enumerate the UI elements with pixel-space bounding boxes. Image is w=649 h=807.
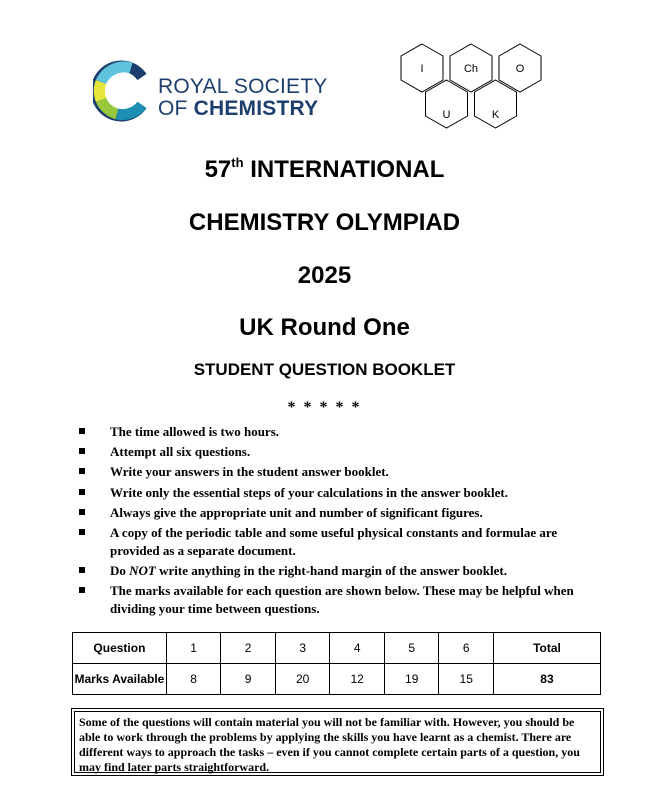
bullet-square-icon bbox=[79, 448, 85, 454]
instruction-item: The marks available for each question are shown below. These may be helpful when dividing your time between questions. bbox=[79, 582, 599, 618]
marks-cell: 20 bbox=[275, 664, 330, 695]
question-number-cell: 1 bbox=[166, 633, 221, 664]
question-number-cell: 3 bbox=[275, 633, 330, 664]
marks-header-cell: Marks Available bbox=[73, 664, 167, 695]
bullet-square-icon bbox=[79, 428, 85, 434]
title-year: 2025 bbox=[297, 262, 352, 289]
hex-label-ch: Ch bbox=[463, 63, 479, 75]
marks-cell: 19 bbox=[384, 664, 439, 695]
hex-label-k: K bbox=[491, 109, 500, 121]
marks-cell: 9 bbox=[221, 664, 276, 695]
bullet-square-icon bbox=[79, 489, 85, 495]
title-round: UK Round One bbox=[239, 314, 410, 341]
table-row-questions bbox=[73, 633, 601, 664]
bullet-square-icon bbox=[79, 509, 85, 515]
bullet-square-icon bbox=[79, 587, 85, 593]
title-edition: 57th INTERNATIONAL bbox=[204, 155, 445, 183]
instruction-item: Do NOT write anything in the right-hand margin of the answer booklet. bbox=[79, 562, 599, 580]
marks-cell: 8 bbox=[166, 664, 221, 695]
total-marks-cell: 83 bbox=[493, 664, 600, 695]
instruction-item: Attempt all six questions. bbox=[79, 443, 599, 461]
note-box bbox=[71, 708, 604, 776]
bullet-square-icon bbox=[79, 567, 85, 573]
question-number-cell: 4 bbox=[330, 633, 385, 664]
bullet-square-icon bbox=[79, 529, 85, 535]
hex-label-i: I bbox=[420, 63, 424, 75]
instruction-item: A copy of the periodic table and some useful physical constants and formulae are provided as a separate document. bbox=[79, 524, 599, 560]
icho-uk-hexagon-logo-icon bbox=[398, 44, 548, 136]
marks-cell: 12 bbox=[330, 664, 385, 695]
bullet-square-icon bbox=[79, 468, 85, 474]
hex-label-u: U bbox=[442, 109, 451, 121]
instruction-item: The time allowed is two hours. bbox=[79, 423, 599, 441]
marks-table bbox=[72, 632, 601, 695]
instruction-item: Always give the appropriate unit and number of significant figures. bbox=[79, 504, 599, 522]
question-number-cell: 2 bbox=[221, 633, 276, 664]
title-olympiad: CHEMISTRY OLYMPIAD bbox=[188, 209, 461, 236]
booklet-subtitle: STUDENT QUESTION BOOKLET bbox=[193, 360, 456, 379]
total-header-cell: Total bbox=[493, 633, 600, 664]
logo-text-line1: ROYAL SOCIETY bbox=[158, 75, 328, 98]
note-text: Some of the questions will contain material you will not be familiar with. However, you should be able to work through the problems by applying the skills you have learnt as a chemist. There are different ways to approach the tasks – even if you cannot complete certain parts of a question, you may find later parts straightforward. bbox=[74, 711, 601, 773]
question-number-cell: 6 bbox=[439, 633, 494, 664]
logo-text-line2: OF CHEMISTRY bbox=[158, 97, 319, 120]
question-number-cell: 5 bbox=[384, 633, 439, 664]
instructions-list bbox=[79, 423, 599, 621]
hex-label-o: O bbox=[515, 63, 525, 75]
star-separator: * * * * * bbox=[287, 399, 362, 416]
instruction-item: Write only the essential steps of your calculations in the answer booklet. bbox=[79, 484, 599, 502]
rsc-logo-mark-icon bbox=[93, 60, 155, 122]
instruction-item: Write your answers in the student answer booklet. bbox=[79, 463, 599, 481]
question-header-cell: Question bbox=[73, 633, 167, 664]
marks-cell: 15 bbox=[439, 664, 494, 695]
table-row-marks bbox=[73, 664, 601, 695]
